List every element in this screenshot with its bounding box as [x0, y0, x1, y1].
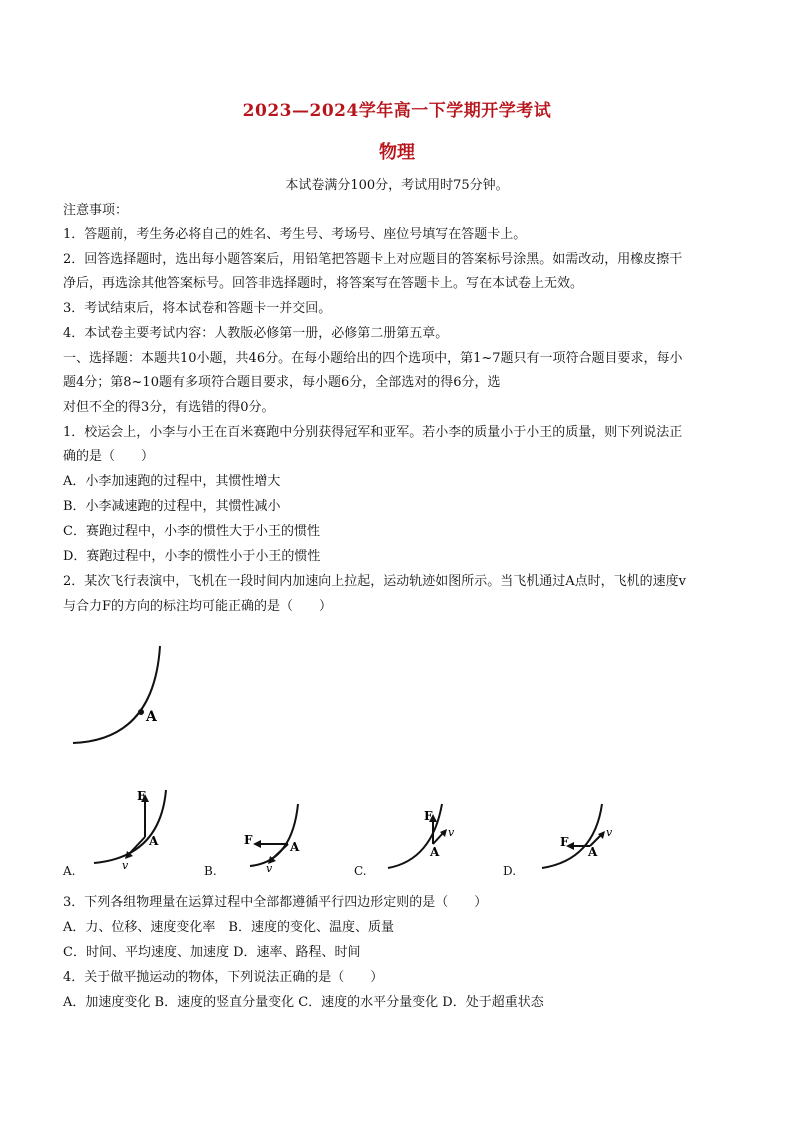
option-a-figure	[88, 785, 178, 875]
section-instructions: 题4分；第8~10题有多项符合题目要求，每小题6分，全部选对的得6分，选	[63, 375, 501, 390]
q3-options: A．力、位移、速度变化率 B．速度的变化、温度、质量	[63, 920, 394, 935]
svg-text:v: v	[606, 826, 613, 839]
q1-option-a: A．小李加速跑的过程中，其惯性增大	[63, 474, 281, 489]
option-c-figure	[384, 800, 459, 875]
svg-text:v: v	[122, 859, 129, 872]
svg-text:A: A	[290, 840, 300, 854]
note-item: 1．答题前，考生务必将自己的姓名、考生号、考场号、座位号填写在答题卡上。	[63, 227, 527, 242]
note-item: 净后，再选涂其他答案标号。回答非选择题时，将答案写在答题卡上。写在本试卷上无效。	[63, 276, 584, 291]
q4-options: A．加速度变化 B．速度的竖直分量变化 C．速度的水平分量变化 D．处于超重状态	[63, 995, 544, 1010]
q3-stem: 3．下列各组物理量在运算过程中全部都遵循平行四边形定则的是（ ）	[63, 895, 488, 910]
q2-stem: 2．某次飞行表演中，飞机在一段时间内加速向上拉起，运动轨迹如图所示。当飞机通过A点时，飞机的速度v	[63, 574, 687, 589]
q2-option-b-label: B.	[204, 864, 217, 878]
q1-option-c: C．赛跑过程中，小李的惯性大于小王的惯性	[63, 524, 320, 539]
q3-options: C．时间、平均速度、加速度 D．速率、路程、时间	[63, 945, 361, 960]
q2-option-a-label: A.	[63, 864, 76, 878]
trajectory-figure	[60, 640, 180, 755]
note-item: 4．本试卷主要考试内容：人教版必修第一册，必修第二册第五章。	[63, 326, 449, 341]
svg-text:A: A	[430, 845, 440, 859]
svg-text:v: v	[266, 862, 273, 875]
trajectory-curve	[73, 646, 160, 743]
q4-stem: 4．关于做平抛运动的物体，下列说法正确的是（ ）	[63, 970, 384, 985]
svg-text:F: F	[244, 833, 253, 847]
q1-option-b: B．小李减速跑的过程中，其惯性减小	[63, 499, 281, 514]
exam-title: 2023—2024学年高一下学期开学考试	[242, 101, 552, 121]
notes-heading: 注意事项：	[63, 203, 129, 218]
svg-text:v: v	[448, 826, 455, 839]
note-item: 2．回答选择题时，选出每小题答案后，用铅笔把答题卡上对应题目的答案标号涂黑。如需改动，用橡皮擦干	[63, 252, 683, 267]
exam-info: 本试卷满分100分，考试用时75分钟。	[285, 178, 509, 193]
section-instructions: 对但不全的得3分，有选错的得0分。	[63, 400, 275, 415]
q2-option-d-label: D.	[503, 864, 517, 878]
exam-subject: 物理	[379, 142, 415, 163]
svg-text:F: F	[560, 835, 569, 849]
svg-text:A: A	[588, 845, 598, 859]
svg-text:A: A	[149, 834, 159, 848]
point-a-label: A	[146, 709, 157, 725]
q1-stem: 确的是（ ）	[63, 449, 155, 464]
svg-text:F: F	[424, 809, 433, 823]
q1-option-d: D．赛跑过程中，小李的惯性小于小王的惯性	[63, 549, 321, 564]
point-a-marker	[138, 709, 144, 715]
section-instructions: 一、选择题：本题共10小题，共46分。在每小题给出的四个选项中，第1~7题只有一项符合题目要求，每小	[63, 351, 683, 366]
option-b-figure	[240, 800, 310, 875]
option-d-figure	[538, 800, 618, 875]
q2-option-c-label: C.	[354, 864, 367, 878]
note-item: 3．考试结束后，将本试卷和答题卡一并交回。	[63, 301, 332, 316]
q2-stem: 与合力F的方向的标注均可能正确的是（ ）	[63, 599, 333, 614]
svg-text:F: F	[137, 789, 146, 803]
q1-stem: 1．校运会上，小李与小王在百米赛跑中分别获得冠军和亚军。若小李的质量小于小王的质量，则下列说法正	[63, 425, 683, 440]
